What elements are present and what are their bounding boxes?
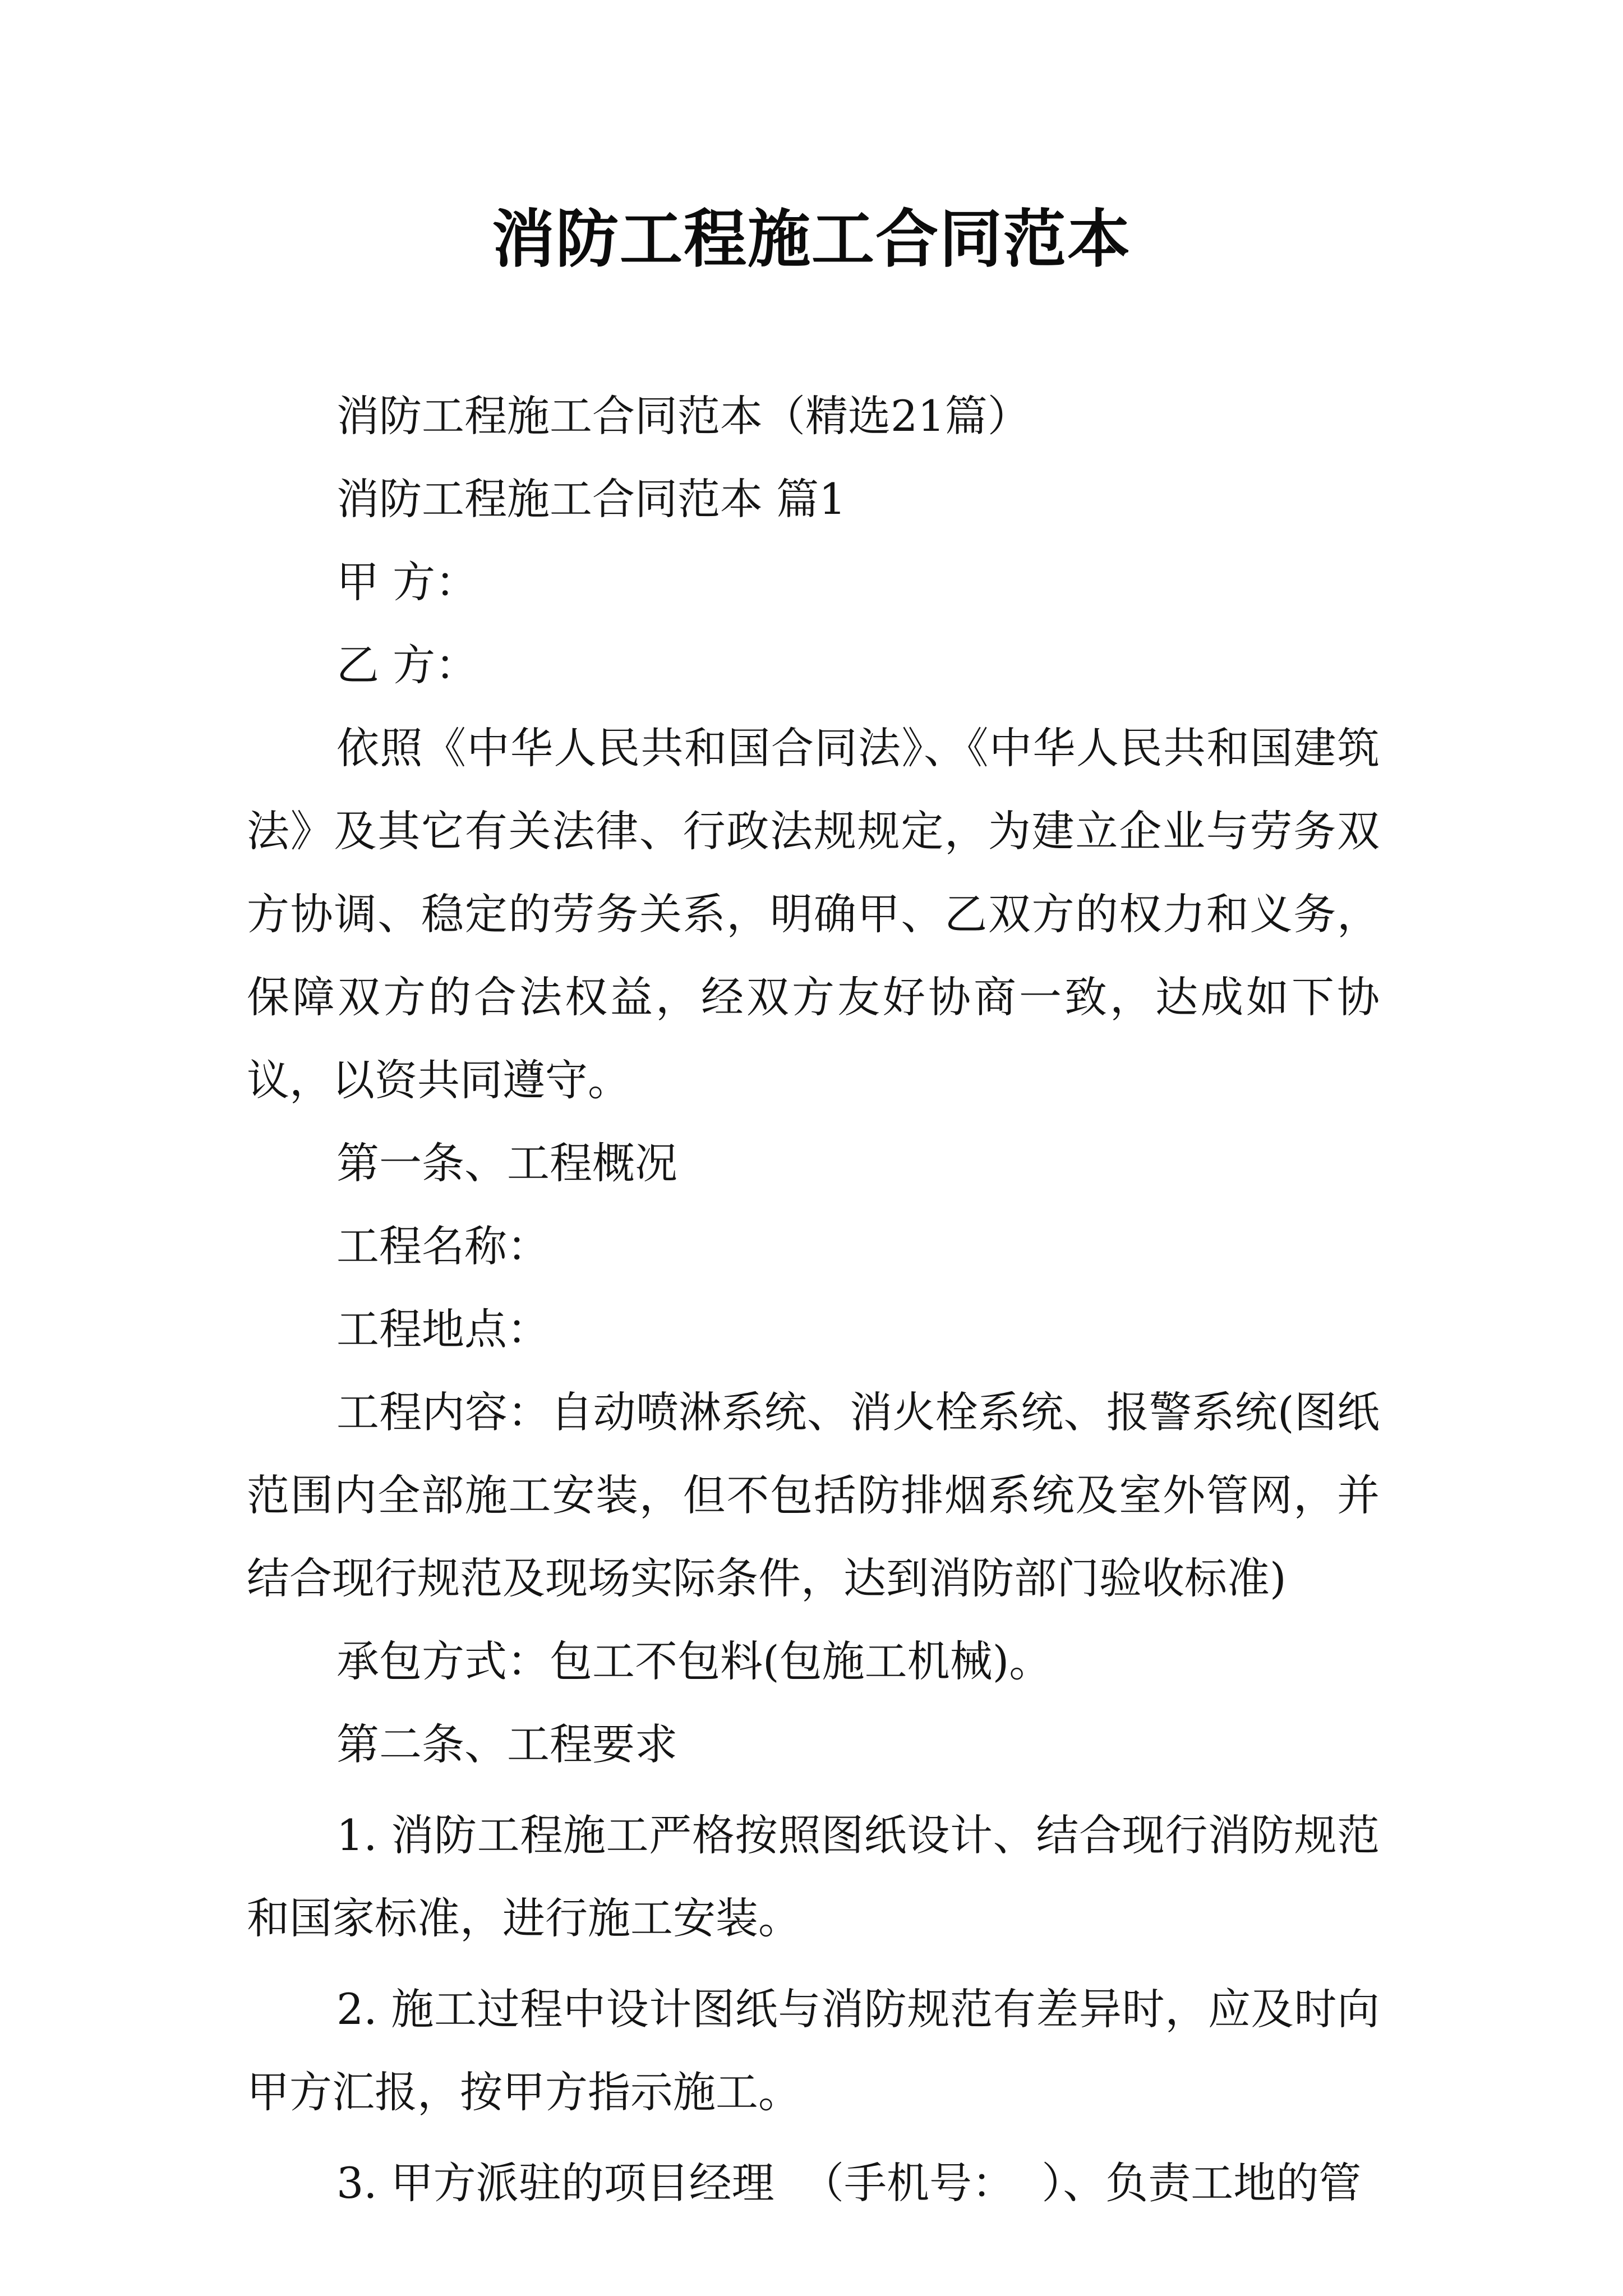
paragraph-contract-method: 承包方式：包工不包料(包施工机械)。 [336,1636,1052,1686]
paragraph-project-name: 工程名称： [336,1221,550,1271]
document-title: 消防工程施工合同范本 [492,203,1131,276]
paragraph-project-location: 工程地点： [336,1304,550,1354]
paragraph-party-b: 乙 方： [336,640,478,690]
paragraph-article-2-heading: 第二条、工程要求 [336,1719,677,1769]
paragraph-project-content: 工程内容：自动喷淋系统、消火栓系统、报警系统(图纸范围内全部施工安装，但不包括防排烟系统及室外管网，并结合现行规范及现场实际条件，达到消防部门验收标准) [247,1387,1380,1603]
paragraph-requirement-3: 3. 甲方派驻的项目经理 （手机号： ）、负责工地的管 [336,2158,1362,2208]
paragraph-requirement-2: 2. 施工过程中设计图纸与消防规范有差异时，应及时向甲方汇报，按甲方指示施工。 [247,1984,1380,2117]
paragraph-section-heading: 消防工程施工合同范本 篇1 [336,474,846,524]
paragraph-article-1-heading: 第一条、工程概况 [336,1138,677,1188]
paragraph-subtitle: 消防工程施工合同范本（精选21篇） [336,391,1030,441]
paragraph-party-a: 甲 方： [336,557,478,607]
paragraph-preamble: 依照《中华人民共和国合同法》、《中华人民共和国建筑法》及其它有关法律、行政法规规定，为建立企业与劳务双方协调、稳定的劳务关系，明确甲、乙双方的权力和义务，保障双方的合法权益，经双方友好协商一致，达成如下协议，以资共同遵守。 [247,723,1380,1105]
document-body [247,375,1380,2225]
paragraph-requirement-1: 1. 消防工程施工严格按照图纸设计、结合现行消防规范和国家标准，进行施工安装。 [247,1810,1380,1943]
